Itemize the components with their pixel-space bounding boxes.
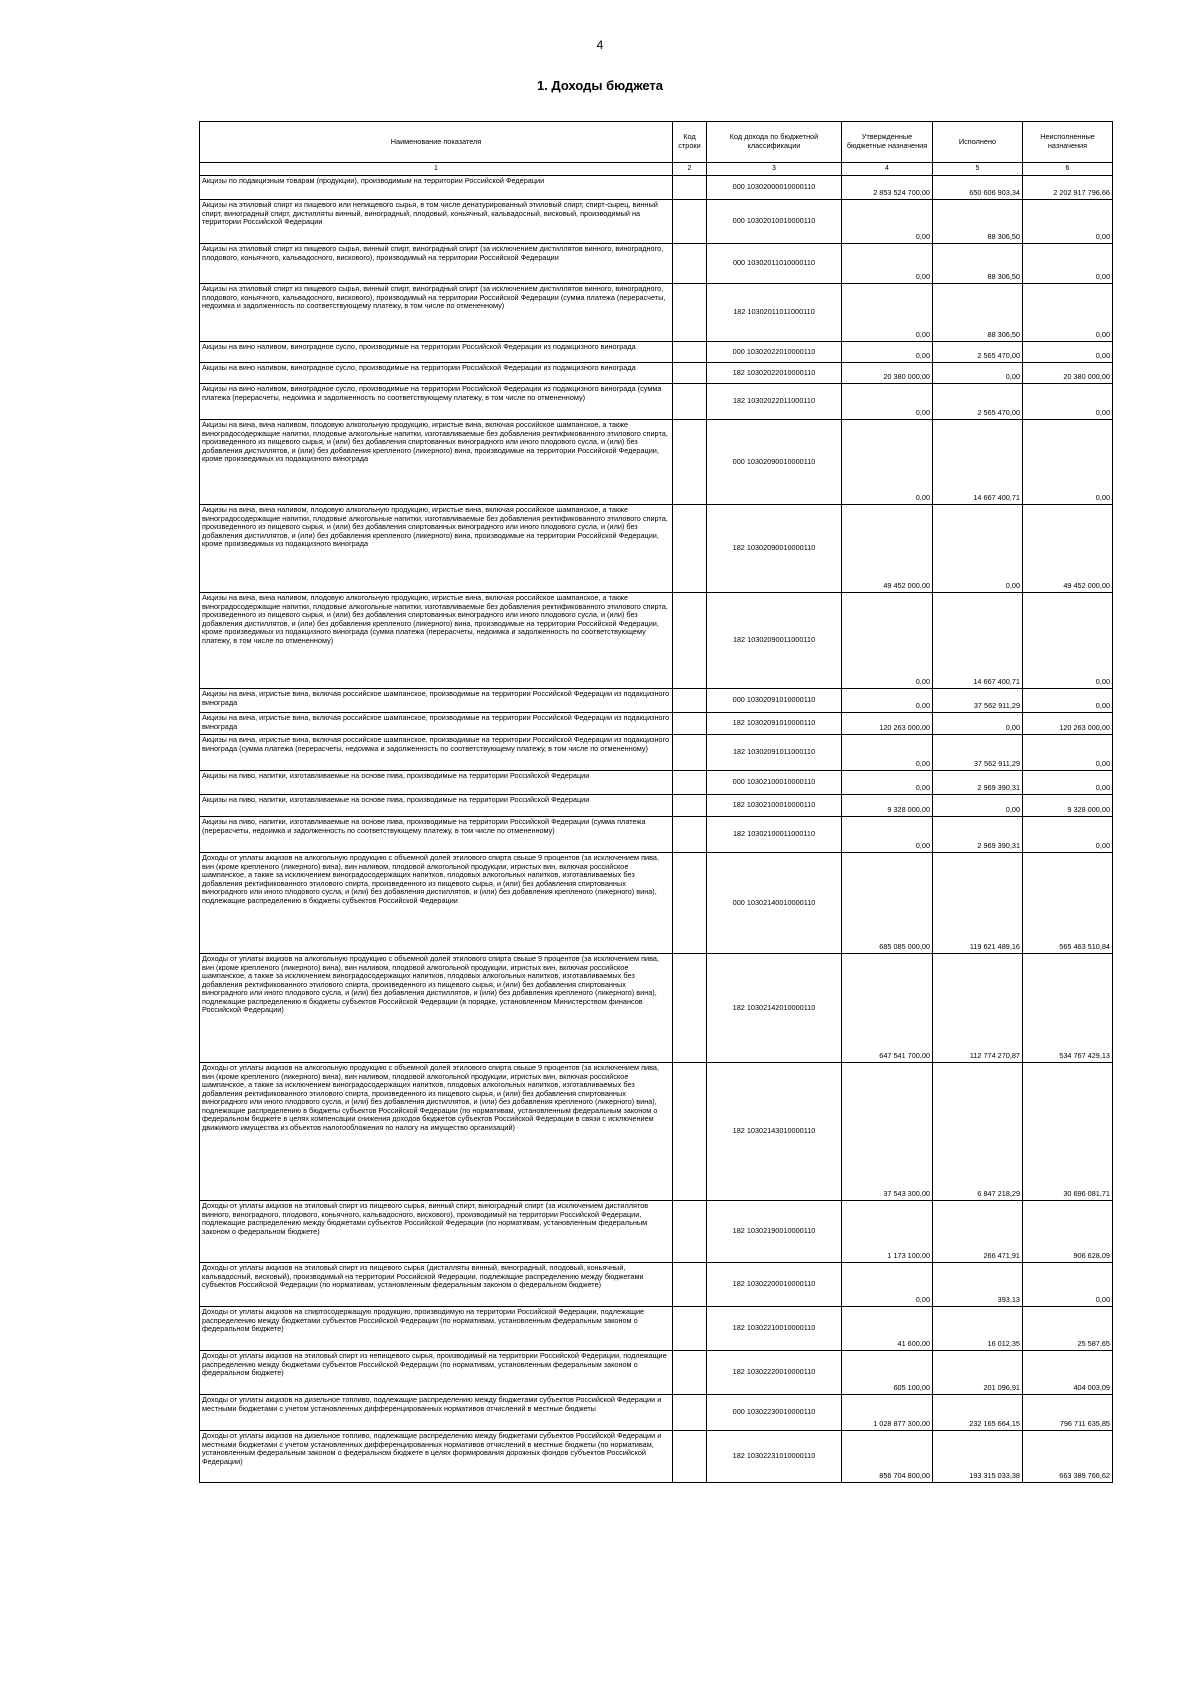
table-row	[200, 342, 1113, 363]
table-row	[200, 284, 1113, 342]
approved-amount: 0,00	[842, 384, 933, 420]
line-code	[673, 771, 707, 795]
unexecuted-amount: 0,00	[1023, 244, 1113, 284]
approved-amount: 2 853 524 700,00	[842, 176, 933, 200]
executed-amount: 0,00	[933, 505, 1023, 593]
executed-amount: 232 165 664,15	[933, 1395, 1023, 1431]
table-row	[200, 954, 1113, 1063]
line-code	[673, 1307, 707, 1351]
unexecuted-amount: 663 389 766,62	[1023, 1431, 1113, 1483]
line-code	[673, 1063, 707, 1201]
line-code	[673, 342, 707, 363]
indicator-name: Акцизы на вина, вина наливом, плодовую алкогольную продукцию, игристые вина, включая российское шампанское, а также виноградосодержащие напитки, плодовые алкогольные напитки, изготавливаемые без добавления ректификованного этилового спирта, произведенного из пищевого сырья, и (или) без добавления спиртованных виноградного или иного плодового сусла, и (или) без добавления дистиллятов, и (или) без добавления крепленого (ликерного) вина, производимые на территории Российской Федерации, кроме произведимых из подакцизного винограда (сумма платежа (перерасчеты, недоимка и задолженность по соответствующему платежу, в том числе по отмененному)	[200, 593, 673, 689]
column-number: 2	[673, 163, 707, 176]
line-code	[673, 384, 707, 420]
indicator-name: Акцизы на этиловый спирт из пищевого сырья, винный спирт, виноградный спирт (за исключением дистиллятов винного, виноградного, плодового, коньячного, кальвадосного, вискового), производимый на территории Российской Федерации	[200, 244, 673, 284]
executed-amount: 16 012,35	[933, 1307, 1023, 1351]
indicator-name: Доходы от уплаты акцизов на дизельное топливо, подлежащие распределению между бюджетами субъектов Российской Федерации и местными бюджетами с учетом установленных дифференцированных нормативов отчислений в местные бюджеты (по нормативам, установленным федеральным законом о федеральном бюджете в целях формирования дорожных фондов субъектов Российской Федерации)	[200, 1431, 673, 1483]
table-row	[200, 771, 1113, 795]
indicator-name: Доходы от уплаты акцизов на дизельное топливо, подлежащие распределению между бюджетами субъектов Российской Федерации и местными бюджетами с учетом установленных дифференцированных нормативов отчислений в местные бюджеты	[200, 1395, 673, 1431]
line-code	[673, 200, 707, 244]
budget-income-table	[199, 121, 1113, 1483]
approved-amount: 647 541 700,00	[842, 954, 933, 1063]
table-row	[200, 1201, 1113, 1263]
budget-class-code: 182 10302200010000110	[707, 1263, 842, 1307]
budget-class-code: 182 10302090011000110	[707, 593, 842, 689]
line-code	[673, 363, 707, 384]
unexecuted-amount: 0,00	[1023, 1263, 1113, 1307]
executed-amount: 193 315 033,38	[933, 1431, 1023, 1483]
header-name: Наименование показателя	[200, 122, 673, 163]
approved-amount: 0,00	[842, 1263, 933, 1307]
budget-class-code: 182 10302231010000110	[707, 1431, 842, 1483]
approved-amount: 0,00	[842, 420, 933, 505]
approved-amount: 1 173 100,00	[842, 1201, 933, 1263]
indicator-name: Акцизы на вина, вина наливом, плодовую алкогольную продукцию, игристые вина, включая российское шампанское, а также виноградосодержащие напитки, плодовые алкогольные напитки, изготавливаемые без добавления ректификованного этилового спирта, произведенного из пищевого сырья, и (или) без добавления спиртованных виноградного или иного плодового сусла, и (или) без добавления дистиллятов, и (или) без добавления крепленого (ликерного) вина, производимые на территории Российской Федерации, кроме произведимых из подакцизного винограда	[200, 505, 673, 593]
table-row	[200, 200, 1113, 244]
table-row	[200, 420, 1113, 505]
indicator-name: Акцизы на этиловый спирт из пищевого сырья, винный спирт, виноградный спирт (за исключением дистиллятов винного, виноградного, плодового, коньячного, кальвадосного, вискового), производимый на территории Российской Федерации (сумма платежа (перерасчеты, недоимка и задолженность по соответствующему платежу, в том числе по отмененному)	[200, 284, 673, 342]
executed-amount: 6 847 218,29	[933, 1063, 1023, 1201]
indicator-name: Акцизы на вина, игристые вина, включая российское шампанское, производимые на территории Российской Федерации из подакцизного винограда	[200, 689, 673, 713]
page-number: 4	[596, 38, 604, 52]
line-code	[673, 1201, 707, 1263]
indicator-name: Акцизы на этиловый спирт из пищевого или непищевого сырья, в том числе денатурированный этиловый спирт, спирт-сырец, винный спирт, виноградный спирт, дистилляты винный, виноградный, плодовый, коньячный, кальвадосный, висковый, производимый на территории Российской Федерации	[200, 200, 673, 244]
executed-amount: 0,00	[933, 713, 1023, 735]
budget-class-code: 000 10302011010000110	[707, 244, 842, 284]
approved-amount: 0,00	[842, 771, 933, 795]
line-code	[673, 244, 707, 284]
executed-amount: 2 969 390,31	[933, 771, 1023, 795]
executed-amount: 0,00	[933, 363, 1023, 384]
line-code	[673, 853, 707, 954]
indicator-name: Акцизы на пиво, напитки, изготавливаемые на основе пива, производимые на территории Российской Федерации	[200, 771, 673, 795]
line-code	[673, 1431, 707, 1483]
executed-amount: 2 565 470,00	[933, 342, 1023, 363]
table-row	[200, 593, 1113, 689]
line-code	[673, 735, 707, 771]
budget-class-code: 182 10302220010000110	[707, 1351, 842, 1395]
table-row	[200, 505, 1113, 593]
executed-amount: 393,13	[933, 1263, 1023, 1307]
unexecuted-amount: 0,00	[1023, 593, 1113, 689]
indicator-name: Доходы от уплаты акцизов на этиловый спирт из пищевого сырья, винный спирт, виноградный спирт (за исключением дистиллятов винного, виноградного, плодового, коньячного, кальвадосного, вискового), производимый на территории Российской Федерации, подлежащие распределению между бюджетами субъектов Российской Федерации (по нормативам, установленным федеральным законом о федеральном бюджете)	[200, 1201, 673, 1263]
budget-class-code: 000 10302091010000110	[707, 689, 842, 713]
approved-amount: 685 085 000,00	[842, 853, 933, 954]
unexecuted-amount: 0,00	[1023, 420, 1113, 505]
line-code	[673, 817, 707, 853]
budget-class-code: 182 10302091010000110	[707, 713, 842, 735]
column-number: 1	[200, 163, 673, 176]
unexecuted-amount: 0,00	[1023, 384, 1113, 420]
executed-amount: 14 667 400,71	[933, 593, 1023, 689]
indicator-name: Доходы от уплаты акцизов на алкогольную продукцию с объемной долей этилового спирта свыше 9 процентов (за исключением пива, вин (кроме крепленого (ликерного) вина), вин наливом, плодовой алкогольной продукции, игристых вин, включая российское шампанское, а также за исключением виноградосодержащих напитков, плодовых алкогольных напитков, изготавливаемых без добавления ректификованного этилового спирта, произведенного из пищевого сырья, и (или) без добавления спиртованных виноградного или иного плодового сусла, и (или) без добавления дистиллятов, и (или) без добавления крепленого (ликерного) вина), подлежащие распределению в бюджеты субъектов Российской Федерации (в порядке, установленном Министерством финансов Российской Федерации)	[200, 954, 673, 1063]
table-row	[200, 817, 1113, 853]
budget-class-code: 000 10302100010000110	[707, 771, 842, 795]
table-row	[200, 244, 1113, 284]
budget-class-code: 182 10302142010000110	[707, 954, 842, 1063]
unexecuted-amount: 0,00	[1023, 735, 1113, 771]
executed-amount: 37 562 911,29	[933, 735, 1023, 771]
indicator-name: Акцизы на вино наливом, виноградное сусло, производимые на территории Российской Федерации из подакцизного винограда (сумма платежа (перерасчеты, недоимка и задолженность по соответствующему платежу, в том числе по отмененному)	[200, 384, 673, 420]
table-row	[200, 1351, 1113, 1395]
budget-class-code: 182 10302022011000110	[707, 384, 842, 420]
approved-amount: 0,00	[842, 284, 933, 342]
executed-amount: 37 562 911,29	[933, 689, 1023, 713]
column-number-row	[200, 163, 1113, 176]
unexecuted-amount: 2 202 917 796,66	[1023, 176, 1113, 200]
budget-class-code: 182 10302011011000110	[707, 284, 842, 342]
budget-class-code: 182 10302090010000110	[707, 505, 842, 593]
unexecuted-amount: 30 696 081,71	[1023, 1063, 1113, 1201]
indicator-name: Акцизы на вино наливом, виноградное сусло, производимые на территории Российской Федерации из подакцизного винограда	[200, 342, 673, 363]
approved-amount: 0,00	[842, 593, 933, 689]
approved-amount: 20 380 000,00	[842, 363, 933, 384]
approved-amount: 49 452 000,00	[842, 505, 933, 593]
budget-class-code: 182 10302100011000110	[707, 817, 842, 853]
unexecuted-amount: 0,00	[1023, 200, 1113, 244]
executed-amount: 2 565 470,00	[933, 384, 1023, 420]
budget-class-code: 182 10302210010000110	[707, 1307, 842, 1351]
approved-amount: 37 543 300,00	[842, 1063, 933, 1201]
budget-class-code: 000 10302022010000110	[707, 342, 842, 363]
unexecuted-amount: 9 328 000,00	[1023, 795, 1113, 817]
table-row	[200, 1307, 1113, 1351]
table-row	[200, 1063, 1113, 1201]
indicator-name: Акцизы на вина, игристые вина, включая российское шампанское, производимые на территории Российской Федерации из подакцизного винограда	[200, 713, 673, 735]
table-row	[200, 176, 1113, 200]
budget-class-code: 000 10302230010000110	[707, 1395, 842, 1431]
indicator-name: Доходы от уплаты акцизов на спиртосодержащую продукцию, производимую на территории Российской Федерации, подлежащие распределению между бюджетами субъектов Российской Федерации (по нормативам, установленным федеральным законом о федеральном бюджете)	[200, 1307, 673, 1351]
executed-amount: 14 667 400,71	[933, 420, 1023, 505]
executed-amount: 266 471,91	[933, 1201, 1023, 1263]
indicator-name: Доходы от уплаты акцизов на алкогольную продукцию с объемной долей этилового спирта свыше 9 процентов (за исключением пива, вин (кроме крепленого (ликерного) вина), вин наливом, плодовой алкогольной продукции, игристых вин, включая российское шампанское, а также за исключением виноградосодержащих напитков, плодовых алкогольных напитков, изготавливаемых без добавления ректификованного этилового спирта, произведенного из пищевого сырья, и (или) без добавления спиртованных виноградного или иного плодового сусла, и (или) без добавления дистиллятов, и (или) без добавления крепленого (ликерного) вина), подлежащие распределению в бюджеты субъектов Российской Федерации	[200, 853, 673, 954]
approved-amount: 605 100,00	[842, 1351, 933, 1395]
approved-amount: 856 704 800,00	[842, 1431, 933, 1483]
header-row	[200, 122, 1113, 163]
indicator-name: Акцизы на вина, вина наливом, плодовую алкогольную продукцию, игристые вина, включая российское шампанское, а также виноградосодержащие напитки, плодовые алкогольные напитки, изготавливаемые без добавления ректификованного этилового спирта, произведенного из пищевого сырья, и (или) без добавления спиртованных виноградного или иного плодового сусла, и (или) без добавления дистиллятов, и (или) без добавления крепленого (ликерного) вина, производимые на территории Российской Федерации, кроме произведимых из подакцизного винограда	[200, 420, 673, 505]
approved-amount: 120 263 000,00	[842, 713, 933, 735]
line-code	[673, 505, 707, 593]
indicator-name: Акцизы на пиво, напитки, изготавливаемые на основе пива, производимые на территории Российской Федерации	[200, 795, 673, 817]
indicator-name: Доходы от уплаты акцизов на этиловый спирт из пищевого сырья (дистилляты винный, виноградный, плодовый, коньячный, кальвадосный, висковый), производимый на территории Российской Федерации, подлежащие распределению между бюджетами субъектов Российской Федерации (по нормативам, установленным федеральным законом о федеральном бюджете)	[200, 1263, 673, 1307]
table-row	[200, 713, 1113, 735]
approved-amount: 1 028 877 300,00	[842, 1395, 933, 1431]
column-number: 5	[933, 163, 1023, 176]
table-row	[200, 1431, 1113, 1483]
line-code	[673, 954, 707, 1063]
column-number: 3	[707, 163, 842, 176]
approved-amount: 0,00	[842, 244, 933, 284]
header-approved: Утвержденные бюджетные назначения	[842, 122, 933, 163]
indicator-name: Акцизы на вино наливом, виноградное сусло, производимые на территории Российской Федерации из подакцизного винограда	[200, 363, 673, 384]
line-code	[673, 284, 707, 342]
line-code	[673, 1351, 707, 1395]
executed-amount: 88 306,50	[933, 284, 1023, 342]
table-row	[200, 689, 1113, 713]
table-row	[200, 795, 1113, 817]
approved-amount: 0,00	[842, 735, 933, 771]
column-number: 6	[1023, 163, 1113, 176]
executed-amount: 2 969 390,31	[933, 817, 1023, 853]
header-line-code: Код строки	[673, 122, 707, 163]
indicator-name: Акцизы по подакцизным товарам (продукции), производимым на территории Российской Федерации	[200, 176, 673, 200]
header-income-code: Код дохода по бюджетной классификации	[707, 122, 842, 163]
table-row	[200, 1395, 1113, 1431]
indicator-name: Доходы от уплаты акцизов на этиловый спирт из непищевого сырья, производимый на территории Российской Федерации, подлежащие распределению между бюджетами субъектов Российской Федерации (по нормативам, установленным федеральным законом о федеральном бюджете)	[200, 1351, 673, 1395]
unexecuted-amount: 906 628,09	[1023, 1201, 1113, 1263]
executed-amount: 201 096,91	[933, 1351, 1023, 1395]
line-code	[673, 713, 707, 735]
executed-amount: 0,00	[933, 795, 1023, 817]
unexecuted-amount: 120 263 000,00	[1023, 713, 1113, 735]
budget-class-code: 000 10302000010000110	[707, 176, 842, 200]
line-code	[673, 795, 707, 817]
line-code	[673, 1395, 707, 1431]
executed-amount: 650 606 903,34	[933, 176, 1023, 200]
unexecuted-amount: 20 380 000,00	[1023, 363, 1113, 384]
unexecuted-amount: 404 003,09	[1023, 1351, 1113, 1395]
unexecuted-amount: 796 711 635,85	[1023, 1395, 1113, 1431]
indicator-name: Акцизы на пиво, напитки, изготавливаемые на основе пива, производимые на территории Российской Федерации (сумма платежа (перерасчеты, недоимка и задолженность по соответствующему платежу, в том числе по отмененному)	[200, 817, 673, 853]
executed-amount: 88 306,50	[933, 244, 1023, 284]
line-code	[673, 420, 707, 505]
budget-class-code: 182 10302143010000110	[707, 1063, 842, 1201]
budget-class-code: 000 10302090010000110	[707, 420, 842, 505]
approved-amount: 0,00	[842, 689, 933, 713]
indicator-name: Доходы от уплаты акцизов на алкогольную продукцию с объемной долей этилового спирта свыше 9 процентов (за исключением пива, вин (кроме крепленого (ликерного) вина), вин наливом, плодовой алкогольной продукции, игристых вин, включая российское шампанское, а также за исключением виноградосодержащих напитков, плодовых алкогольных напитков, изготавливаемых без добавления ректификованного этилового спирта, произведенного из пищевого сырья, и (или) без добавления спиртованных виноградного или иного плодового сусла, и (или) без добавления дистиллятов, и (или) без добавления крепленого (ликерного) вина), подлежащие распределению в бюджеты субъектов Российской Федерации (по нормативам, установленным федеральным законом о федеральном бюджете в целях компенсации снижения доходов бюджетов субъектов Российской Федерации в связи с исключением движимого имущества из объектов налогообложения по налогу на имущество организаций)	[200, 1063, 673, 1201]
budget-class-code: 182 10302022010000110	[707, 363, 842, 384]
budget-class-code: 000 10302140010000110	[707, 853, 842, 954]
approved-amount: 0,00	[842, 342, 933, 363]
unexecuted-amount: 0,00	[1023, 342, 1113, 363]
approved-amount: 0,00	[842, 817, 933, 853]
unexecuted-amount: 565 463 510,84	[1023, 853, 1113, 954]
approved-amount: 41 600,00	[842, 1307, 933, 1351]
executed-amount: 112 774 270,87	[933, 954, 1023, 1063]
table-row	[200, 1263, 1113, 1307]
header-executed: Исполнено	[933, 122, 1023, 163]
column-number: 4	[842, 163, 933, 176]
approved-amount: 9 328 000,00	[842, 795, 933, 817]
approved-amount: 0,00	[842, 200, 933, 244]
indicator-name: Акцизы на вина, игристые вина, включая российское шампанское, производимые на территории Российской Федерации из подакцизного винограда (сумма платежа (перерасчеты, недоимка и задолженность по соответствующему платежу, в том числе по отмененному)	[200, 735, 673, 771]
executed-amount: 88 306,50	[933, 200, 1023, 244]
line-code	[673, 1263, 707, 1307]
unexecuted-amount: 49 452 000,00	[1023, 505, 1113, 593]
page-title: 1. Доходы бюджета	[536, 78, 664, 93]
budget-class-code: 182 10302190010000110	[707, 1201, 842, 1263]
budget-class-code: 182 10302091011000110	[707, 735, 842, 771]
line-code	[673, 689, 707, 713]
table-row	[200, 384, 1113, 420]
budget-class-code: 000 10302010010000110	[707, 200, 842, 244]
unexecuted-amount: 0,00	[1023, 771, 1113, 795]
unexecuted-amount: 0,00	[1023, 284, 1113, 342]
unexecuted-amount: 0,00	[1023, 817, 1113, 853]
line-code	[673, 176, 707, 200]
unexecuted-amount: 25 587,65	[1023, 1307, 1113, 1351]
table-row	[200, 853, 1113, 954]
table-row	[200, 735, 1113, 771]
executed-amount: 119 621 489,16	[933, 853, 1023, 954]
line-code	[673, 593, 707, 689]
unexecuted-amount: 0,00	[1023, 689, 1113, 713]
unexecuted-amount: 534 767 429,13	[1023, 954, 1113, 1063]
table-row	[200, 363, 1113, 384]
header-unexecuted: Неисполненные назначения	[1023, 122, 1113, 163]
budget-class-code: 182 10302100010000110	[707, 795, 842, 817]
